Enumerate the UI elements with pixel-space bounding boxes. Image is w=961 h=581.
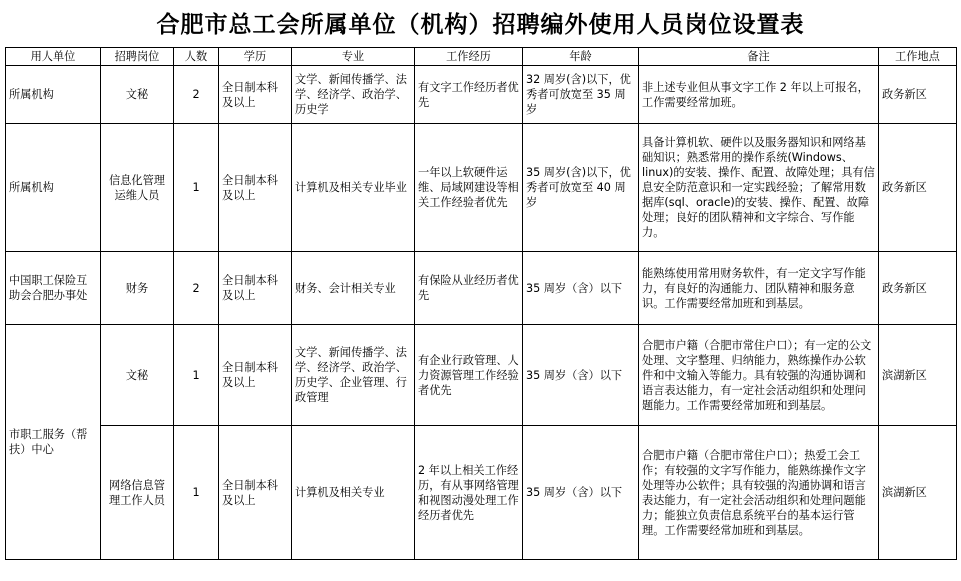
cell-position: 网络信息管理工作人员 xyxy=(101,426,174,560)
cell-age: 35 周岁（含）以下 xyxy=(523,325,639,426)
cell-education: 全日制本科及以上 xyxy=(219,252,292,325)
header-age: 年龄 xyxy=(523,48,639,66)
cell-unit: 所属机构 xyxy=(6,124,101,252)
cell-location: 政务新区 xyxy=(879,66,957,124)
cell-location: 政务新区 xyxy=(879,252,957,325)
cell-note: 合肥市户籍（合肥市常住户口）；有一定的公文处理、文字整理、归纳能力，熟练操作办公软件和中文输入等能力。具有较强的沟通协调和语言表达能力，有一定社会活动组织和处理问题能力。工作需要经常加班和到基层。 xyxy=(639,325,879,426)
header-position: 招聘岗位 xyxy=(101,48,174,66)
cell-location: 滨湖新区 xyxy=(879,325,957,426)
cell-count: 2 xyxy=(174,252,219,325)
cell-age: 32 周岁(含)以下，优秀者可放宽至 35 周岁 xyxy=(523,66,639,124)
cell-experience: 一年以上软硬件运维、局域网建设等相关工作经验者优先 xyxy=(415,124,523,252)
cell-unit: 市职工服务（帮扶）中心 xyxy=(6,325,101,560)
cell-count: 1 xyxy=(174,426,219,560)
page-title: 合肥市总工会所属单位（机构）招聘编外使用人员岗位设置表 xyxy=(156,12,805,38)
cell-major: 文学、新闻传播学、法学、经济学、政治学、历史学 xyxy=(292,66,415,124)
cell-age: 35 周岁（含）以下 xyxy=(523,252,639,325)
cell-education: 全日制本科及以上 xyxy=(219,426,292,560)
header-major: 专业 xyxy=(292,48,415,66)
cell-position: 信息化管理运维人员 xyxy=(101,124,174,252)
position-table xyxy=(5,47,957,560)
header-row xyxy=(6,48,957,66)
cell-location: 政务新区 xyxy=(879,124,957,252)
cell-age: 35 周岁(含)以下，优秀者可放宽至 40 周岁 xyxy=(523,124,639,252)
cell-note: 具备计算机软、硬件以及服务器知识和网络基础知识；熟悉常用的操作系统(Windows、linux)的安装、操作、配置、故障处理；具有信息安全防范意识和一定实践经验；了解常用数据库(sql、oracle)的安装、操作、配置、故障处理；良好的团队精神和文字综合、写作能力。 xyxy=(639,124,879,252)
cell-note: 非上述专业但从事文字工作 2 年以上可报名，工作需要经常加班。 xyxy=(639,66,879,124)
cell-major: 计算机及相关专业 xyxy=(292,426,415,560)
cell-position: 文秘 xyxy=(101,325,174,426)
header-note: 备注 xyxy=(639,48,879,66)
cell-education: 全日制本科及以上 xyxy=(219,325,292,426)
table-row xyxy=(6,252,957,325)
cell-position: 财务 xyxy=(101,252,174,325)
cell-major: 计算机及相关专业毕业 xyxy=(292,124,415,252)
cell-education: 全日制本科及以上 xyxy=(219,124,292,252)
cell-count: 2 xyxy=(174,66,219,124)
cell-experience: 2 年以上相关工作经历，有从事网络管理和视图动漫处理工作经历者优先 xyxy=(415,426,523,560)
cell-unit: 所属机构 xyxy=(6,66,101,124)
cell-experience: 有企业行政管理、人力资源管理工作经验者优先 xyxy=(415,325,523,426)
cell-count: 1 xyxy=(174,325,219,426)
table-row xyxy=(6,124,957,252)
header-unit: 用人单位 xyxy=(6,48,101,66)
table-row xyxy=(6,66,957,124)
cell-experience: 有保险从业经历者优先 xyxy=(415,252,523,325)
cell-education: 全日制本科及以上 xyxy=(219,66,292,124)
cell-age: 35 周岁（含）以下 xyxy=(523,426,639,560)
header-education: 学历 xyxy=(219,48,292,66)
table-row xyxy=(6,325,957,426)
cell-major: 财务、会计相关专业 xyxy=(292,252,415,325)
header-experience: 工作经历 xyxy=(415,48,523,66)
header-location: 工作地点 xyxy=(879,48,957,66)
header-count: 人数 xyxy=(174,48,219,66)
cell-major: 文学、新闻传播学、法学、经济学、政治学、历史学、企业管理、行政管理 xyxy=(292,325,415,426)
cell-unit: 中国职工保险互助会合肥办事处 xyxy=(6,252,101,325)
cell-position: 文秘 xyxy=(101,66,174,124)
cell-note: 能熟练使用常用财务软件，有一定文字写作能力，有良好的沟通能力、团队精神和服务意识。工作需要经常加班和到基层。 xyxy=(639,252,879,325)
cell-count: 1 xyxy=(174,124,219,252)
cell-note: 合肥市户籍（合肥市常住户口）；热爱工会工作；有较强的文字写作能力，能熟练操作文字处理等办公软件；具有较强的沟通协调和语言表达能力，有一定社会活动组织和处理问题能力；能独立负责信息系统平台的基本运行管理。工作需要经常加班和到基层。 xyxy=(639,426,879,560)
table-row xyxy=(6,426,957,560)
cell-location: 滨湖新区 xyxy=(879,426,957,560)
cell-experience: 有文字工作经历者优先 xyxy=(415,66,523,124)
